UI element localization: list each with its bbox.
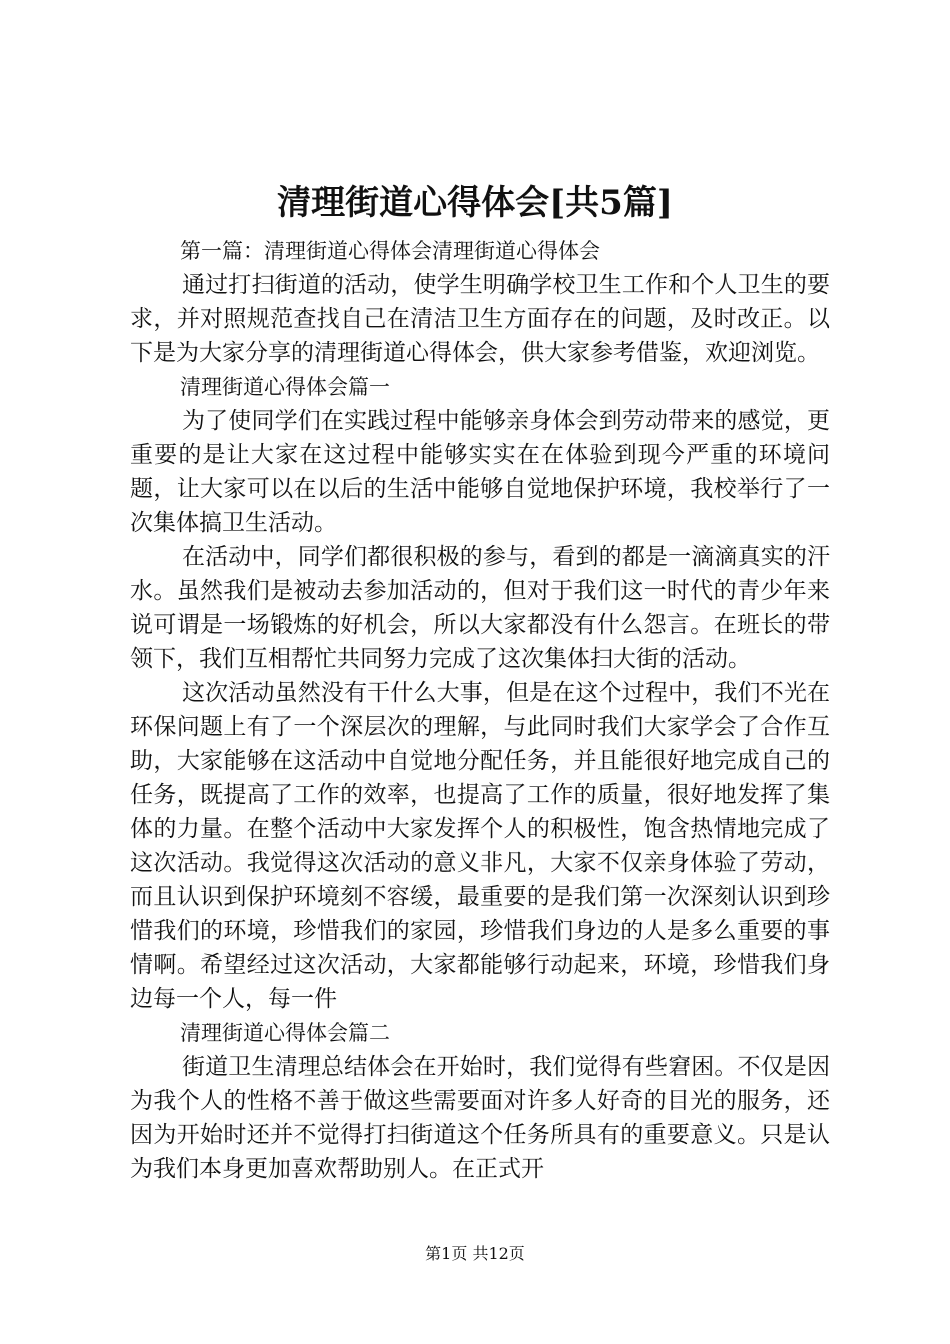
document-body bbox=[130, 234, 830, 1186]
section-heading: 第一篇：清理街道心得体会清理街道心得体会 bbox=[180, 239, 600, 263]
paragraph: 这次活动虽然没有干什么大事，但是在这个过程中，我们不光在环保问题上有了一个深层次的理解，与此同时我们大家学会了合作互助，大家能够在这活动中自觉地分配任务，并且能很好地完成自己的任务，既提高了工作的效率，也提高了工作的质量，很好地发挥了集体的力量。在整个活动中大家发挥个人的积极性，饱含热情地完成了这次活动。我觉得这次活动的意义非凡，大家不仅亲身体验了劳动，而且认识到保护环境刻不容缓，最重要的是我们第一次深刻认识到珍惜我们的环境，珍惜我们的家园，珍惜我们身边的人是多么重要的事情啊。希望经过这次活动，大家都能够行动起来，环境，珍惜我们身边每一个人，每一件 bbox=[130, 680, 830, 1012]
paragraph: 为了使同学们在实践过程中能够亲身体会到劳动带来的感觉，更重要的是让大家在这过程中能够实实在在体验到现今严重的环境问题，让大家可以在以后的生活中能够自觉地保护环境，我校举行了一次集体搞卫生活动。 bbox=[130, 408, 830, 536]
paragraph: 街道卫生清理总结体会在开始时，我们觉得有些窘困。不仅是因为我个人的性格不善于做这些需要面对许多人好奇的目光的服务，还因为开始时还并不觉得打扫街道这个任务所具有的重要意义。只是认为我们本身更加喜欢帮助别人。在正式开 bbox=[130, 1054, 830, 1182]
section-heading: 清理街道心得体会篇二 bbox=[180, 1021, 390, 1045]
paragraph: 在活动中，同学们都很积极的参与，看到的都是一滴滴真实的汗水。虽然我们是被动去参加活动的，但对于我们这一时代的青少年来说可谓是一场锻炼的好机会，所以大家都没有什么怨言。在班长的带领下，我们互相帮忙共同努力完成了这次集体扫大街的活动。 bbox=[130, 544, 830, 672]
paragraph: 通过打扫街道的活动，使学生明确学校卫生工作和个人卫生的要求，并对照规范查找自己在清洁卫生方面存在的问题，及时改正。以下是为大家分享的清理街道心得体会，供大家参考借鉴，欢迎浏览。 bbox=[130, 272, 830, 366]
page-number-footer: 第1页 共12页 bbox=[425, 1244, 525, 1263]
document-title: 清理街道心得体会[共5篇] bbox=[277, 183, 673, 223]
section-heading: 清理街道心得体会篇一 bbox=[180, 375, 390, 399]
